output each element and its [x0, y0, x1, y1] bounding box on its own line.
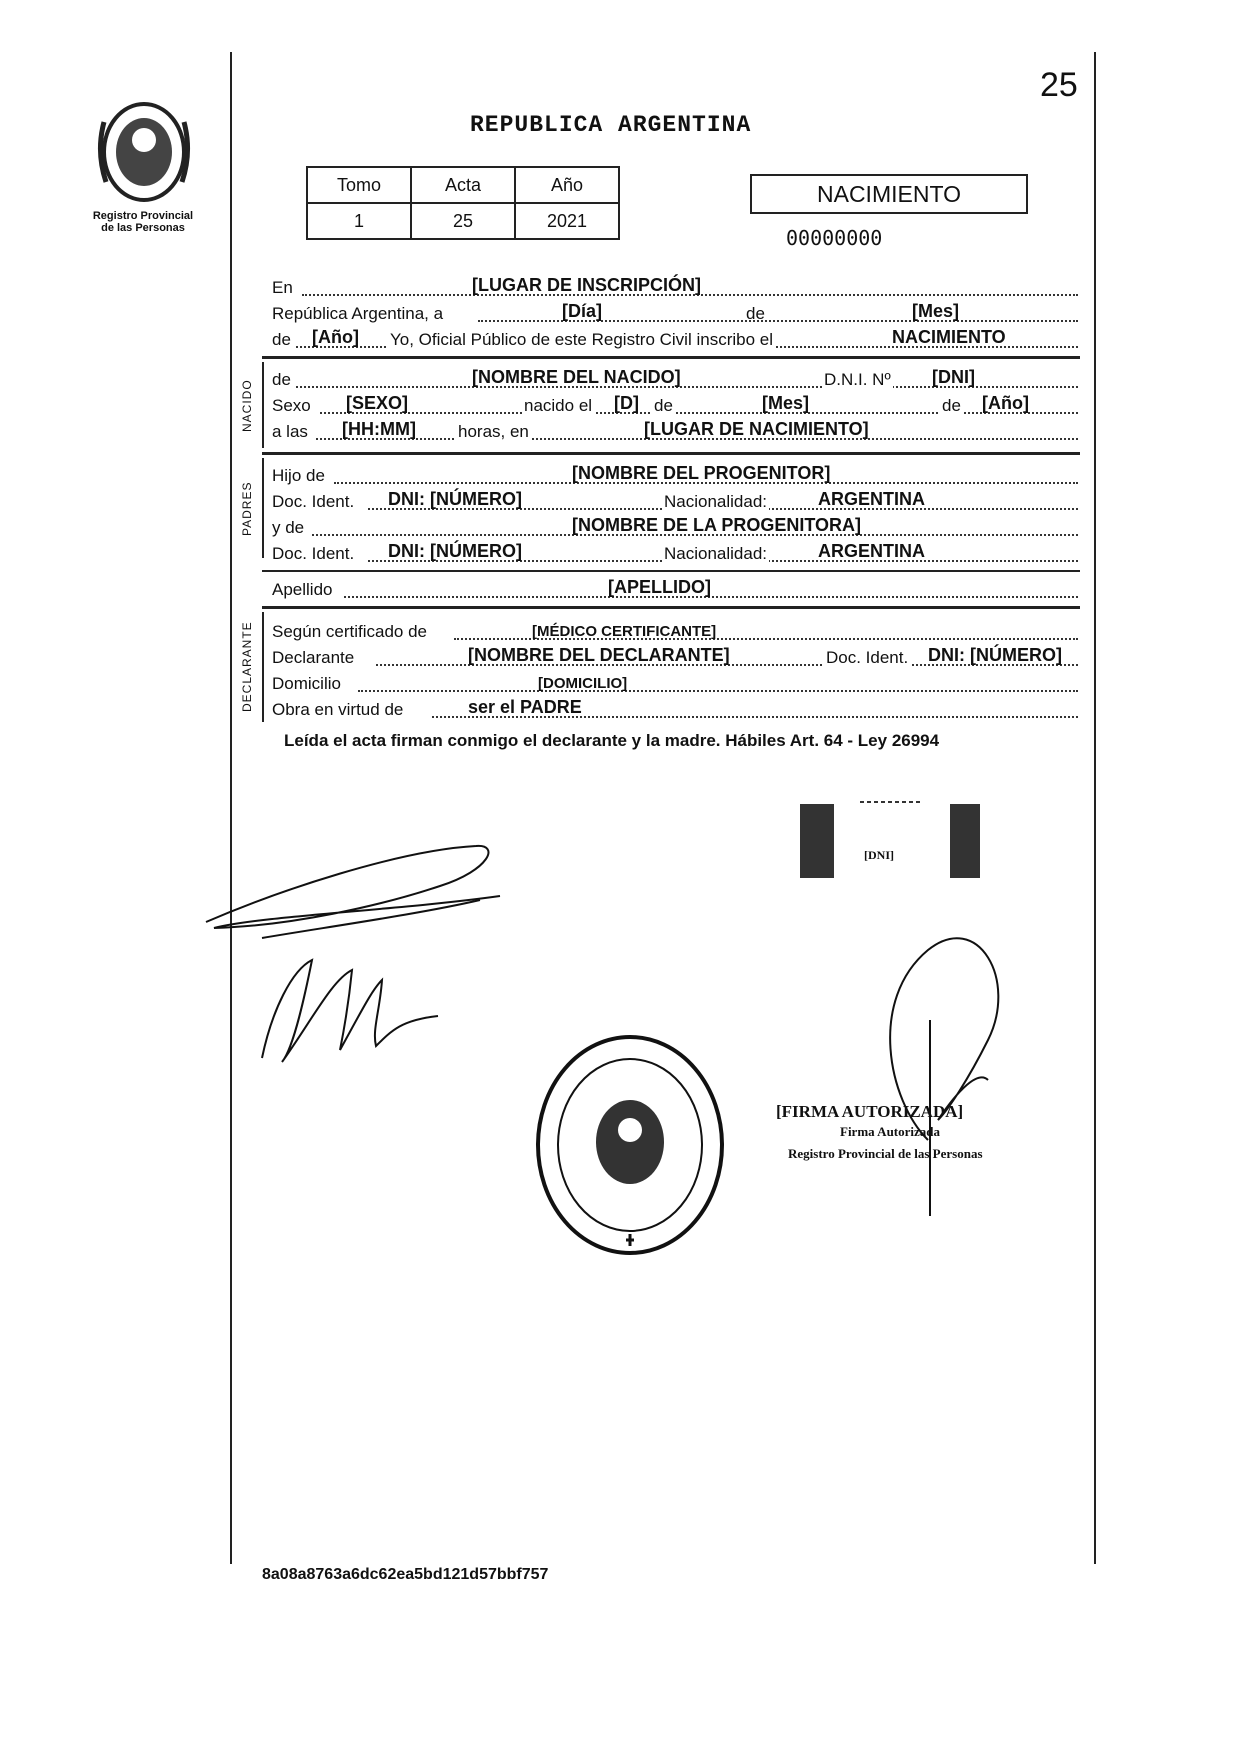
row-obra: Obra en virtud de ser el PADRE	[272, 696, 1078, 722]
signature-official	[200, 830, 520, 950]
place-value: [LUGAR DE INSCRIPCIÓN]	[472, 275, 701, 295]
right-margin-line	[1094, 52, 1096, 1564]
row-sexo: Sexo [SEXO] nacido el [D] de [Mes] de [Año]	[272, 392, 1078, 418]
provincial-seal-logo	[92, 92, 196, 210]
signature-authority	[868, 920, 1028, 1220]
row-apellido: Apellido [APELLIDO]	[272, 576, 1078, 602]
registry-table	[306, 166, 620, 240]
row-domicilio: Domicilio [DOMICILIO]	[272, 670, 1078, 696]
org-name: Registro Provincial de las Personas	[92, 210, 194, 234]
row-nombre: de [NOMBRE DEL NACIDO] D.N.I. Nº [DNI]	[272, 366, 1078, 392]
side-label-nacido: NACIDO	[240, 379, 254, 432]
header-tomo: Tomo	[307, 167, 411, 203]
delegation-stamp	[530, 1030, 730, 1260]
header-anio: Año	[515, 167, 619, 203]
fingerprint-dni: [DNI]	[864, 848, 894, 862]
row-madre: y de [NOMBRE DE LA PROGENITORA]	[272, 514, 1078, 540]
document-hash: 8a08a8763a6dc62ea5bd121d57bbf757	[262, 1566, 549, 1583]
row-certificado: Según certificado de [MÉDICO CERTIFICANTE]	[272, 618, 1078, 644]
row-padre: Hijo de [NOMBRE DEL PROGENITOR]	[272, 462, 1078, 488]
value-tomo: 1	[307, 203, 411, 239]
section-divider	[262, 570, 1080, 572]
row-inscribo: de [Año] Yo, Oficial Público de este Registro Civil inscribo el NACIMIENTO	[272, 326, 1078, 352]
row-madre-doc: Doc. Ident. DNI: [NÚMERO] Nacionalidad: ARGENTINA	[272, 540, 1078, 566]
authorized-office: Registro Provincial de las Personas	[788, 1146, 983, 1161]
row-declarante: Declarante [NOMBRE DEL DECLARANTE] Doc. Ident. DNI: [NÚMERO]	[272, 644, 1078, 670]
fingerprint-area	[800, 800, 980, 878]
serial-number: 00000000	[786, 226, 883, 250]
side-label-padres: PADRES	[240, 481, 254, 536]
section-bracket	[262, 612, 264, 722]
row-hora: a las [HH:MM] horas, en [LUGAR DE NACIMIENTO]	[272, 418, 1078, 444]
fingerprint-icon	[800, 800, 980, 878]
signature-declarant	[252, 950, 442, 1070]
value-anio: 2021	[515, 203, 619, 239]
left-margin-line	[230, 52, 232, 1564]
row-en: En [LUGAR DE INSCRIPCIÓN]	[272, 274, 1078, 300]
side-label-declarante: DECLARANTE	[240, 621, 254, 712]
section-bracket	[262, 458, 264, 558]
document-type-box: NACIMIENTO	[750, 174, 1028, 214]
row-fecha: República Argentina, a [Día] de [Mes]	[272, 300, 1078, 326]
section-divider	[262, 356, 1080, 359]
page-title: REPUBLICA ARGENTINA	[470, 112, 752, 138]
authorized-name: [FIRMA AUTORIZADA]	[776, 1102, 964, 1121]
value-acta: 25	[411, 203, 515, 239]
closing-note: Leída el acta firman conmigo el declarante y la madre. Hábiles Art. 64 - Ley 26994	[284, 731, 940, 750]
page-number: 25	[1040, 66, 1078, 104]
authorized-title: Firma Autorizada	[840, 1124, 941, 1139]
row-padre-doc: Doc. Ident. DNI: [NÚMERO] Nacionalidad: ARGENTINA	[272, 488, 1078, 514]
section-divider	[262, 452, 1080, 455]
header-acta: Acta	[411, 167, 515, 203]
section-divider	[262, 606, 1080, 609]
section-bracket	[262, 362, 264, 448]
